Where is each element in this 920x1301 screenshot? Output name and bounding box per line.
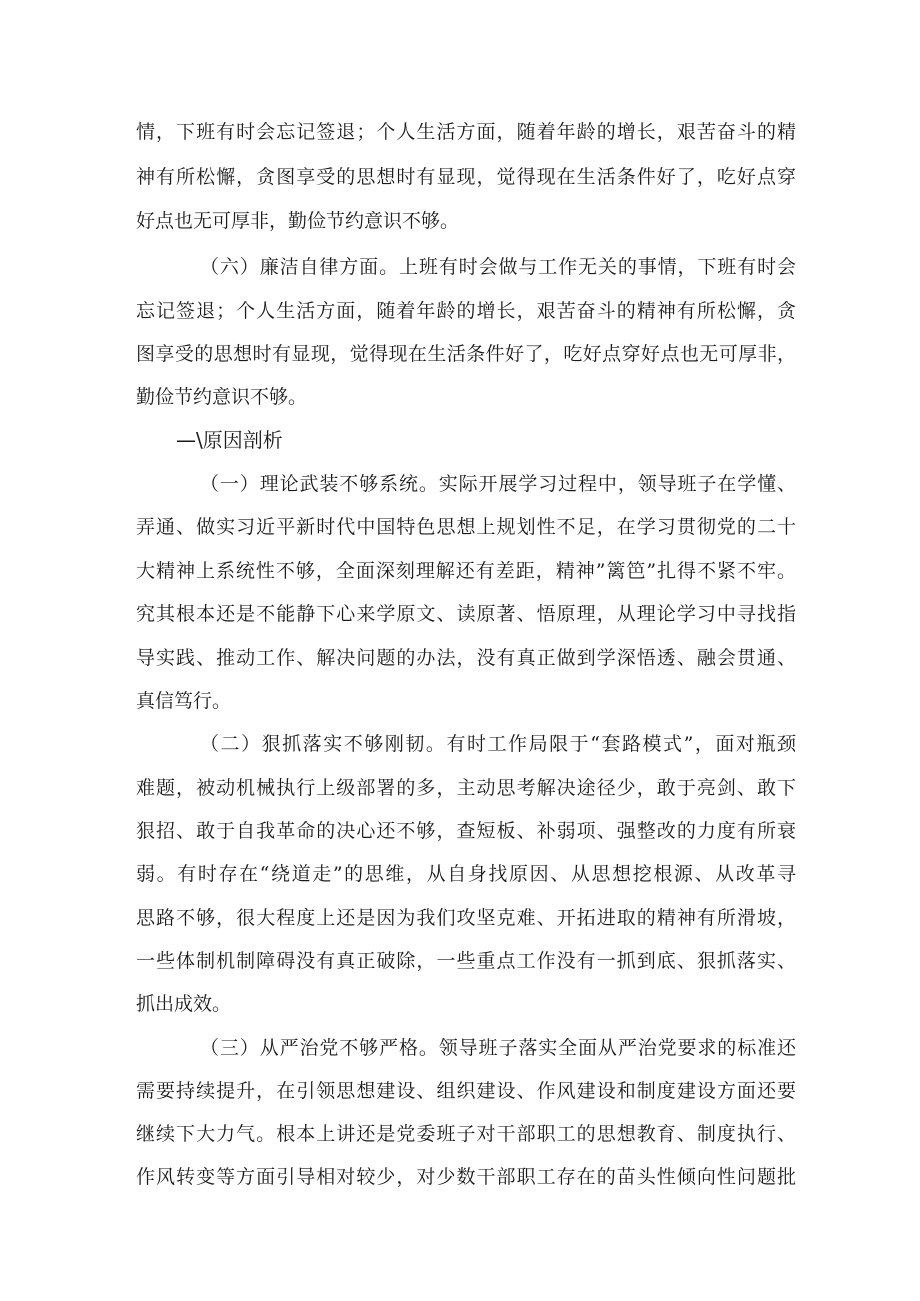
paragraph-line: 需要持续提升，在引领思想建设、组织建设、作风建设和制度建设方面还要 bbox=[136, 1080, 796, 1102]
paragraph-line: 神有所松懈，贪图享受的思想时有显现，觉得现在生活条件好了，吃好点穿 bbox=[136, 166, 796, 188]
paragraph-line: 弱。有时存在“绕道走”的思维，从自身找原因、从思想挖根源、从改革寻 bbox=[136, 863, 796, 885]
paragraph-line: 图享受的思想时有显现，觉得现在生活条件好了，吃好点穿好点也无可厚非， bbox=[136, 343, 796, 365]
paragraph-line: 继续下大力气。根本上讲还是党委班子对干部职工的思想教育、制度执行、 bbox=[136, 1123, 796, 1145]
paragraph-line: 好点也无可厚非，勤俭节约意识不够。 bbox=[136, 210, 460, 232]
paragraph-line: 情，下班有时会忘记签退；个人生活方面，随着年龄的增长，艰苦奋斗的精 bbox=[136, 121, 796, 143]
paragraph-line: 一些体制机制障碍没有真正破除，一些重点工作没有一抓到底、狠抓落实、 bbox=[136, 950, 796, 972]
paragraph-line: 弄通、做实习近平新时代中国特色思想上规划性不足，在学习贯彻党的二十 bbox=[136, 516, 796, 538]
paragraph-line: 狠招、敢于自我革命的决心还不够，查短板、补弱项、强整改的力度有所衰 bbox=[136, 820, 796, 842]
paragraph-line: 大精神上系统性不够，全面深刻理解还有差距，精神”篱笆”扎得不紧不牢。 bbox=[136, 560, 796, 582]
paragraph-line: 勤俭节约意识不够。 bbox=[136, 386, 308, 408]
paragraph-line: 抓出成效。 bbox=[136, 993, 232, 1015]
paragraph-line: （三）从严治党不够严格。领导班子落实全面从严治党要求的标准还 bbox=[200, 1037, 796, 1059]
paragraph-line: 难题，被动机械执行上级部署的多，主动思考解决途径少，敢于亮剑、敢下 bbox=[136, 777, 796, 799]
paragraph-line: 究其根本还是不能静下心来学原文、读原著、悟原理，从理论学习中寻找指 bbox=[136, 603, 796, 625]
paragraph-line: 导实践、推动工作、解决问题的办法，没有真正做到学深悟透、融会贯通、 bbox=[136, 647, 796, 669]
paragraph-line: 作风转变等方面引导相对较少，对少数干部职工存在的苗头性倾向性问题批 bbox=[136, 1166, 796, 1188]
paragraph-line: （六）廉洁自律方面。上班有时会做与工作无关的事情，下班有时会 bbox=[200, 256, 796, 278]
paragraph-line: 真信笃行。 bbox=[136, 690, 232, 712]
section-heading: —\原因剖析 bbox=[176, 428, 283, 452]
paragraph-line: （二）狠抓落实不够刚韧。有时工作局限于“套路模式”，面对瓶颈 bbox=[200, 733, 796, 755]
paragraph-line: 忘记签退；个人生活方面，随着年龄的增长，艰苦奋斗的精神有所松懈，贪 bbox=[136, 300, 796, 322]
paragraph-line: （一）理论武装不够系统。实际开展学习过程中，领导班子在学懂、 bbox=[200, 473, 796, 495]
paragraph-line: 思路不够，很大程度上还是因为我们攻坚克难、开拓进取的精神有所滑坡， bbox=[136, 907, 796, 929]
